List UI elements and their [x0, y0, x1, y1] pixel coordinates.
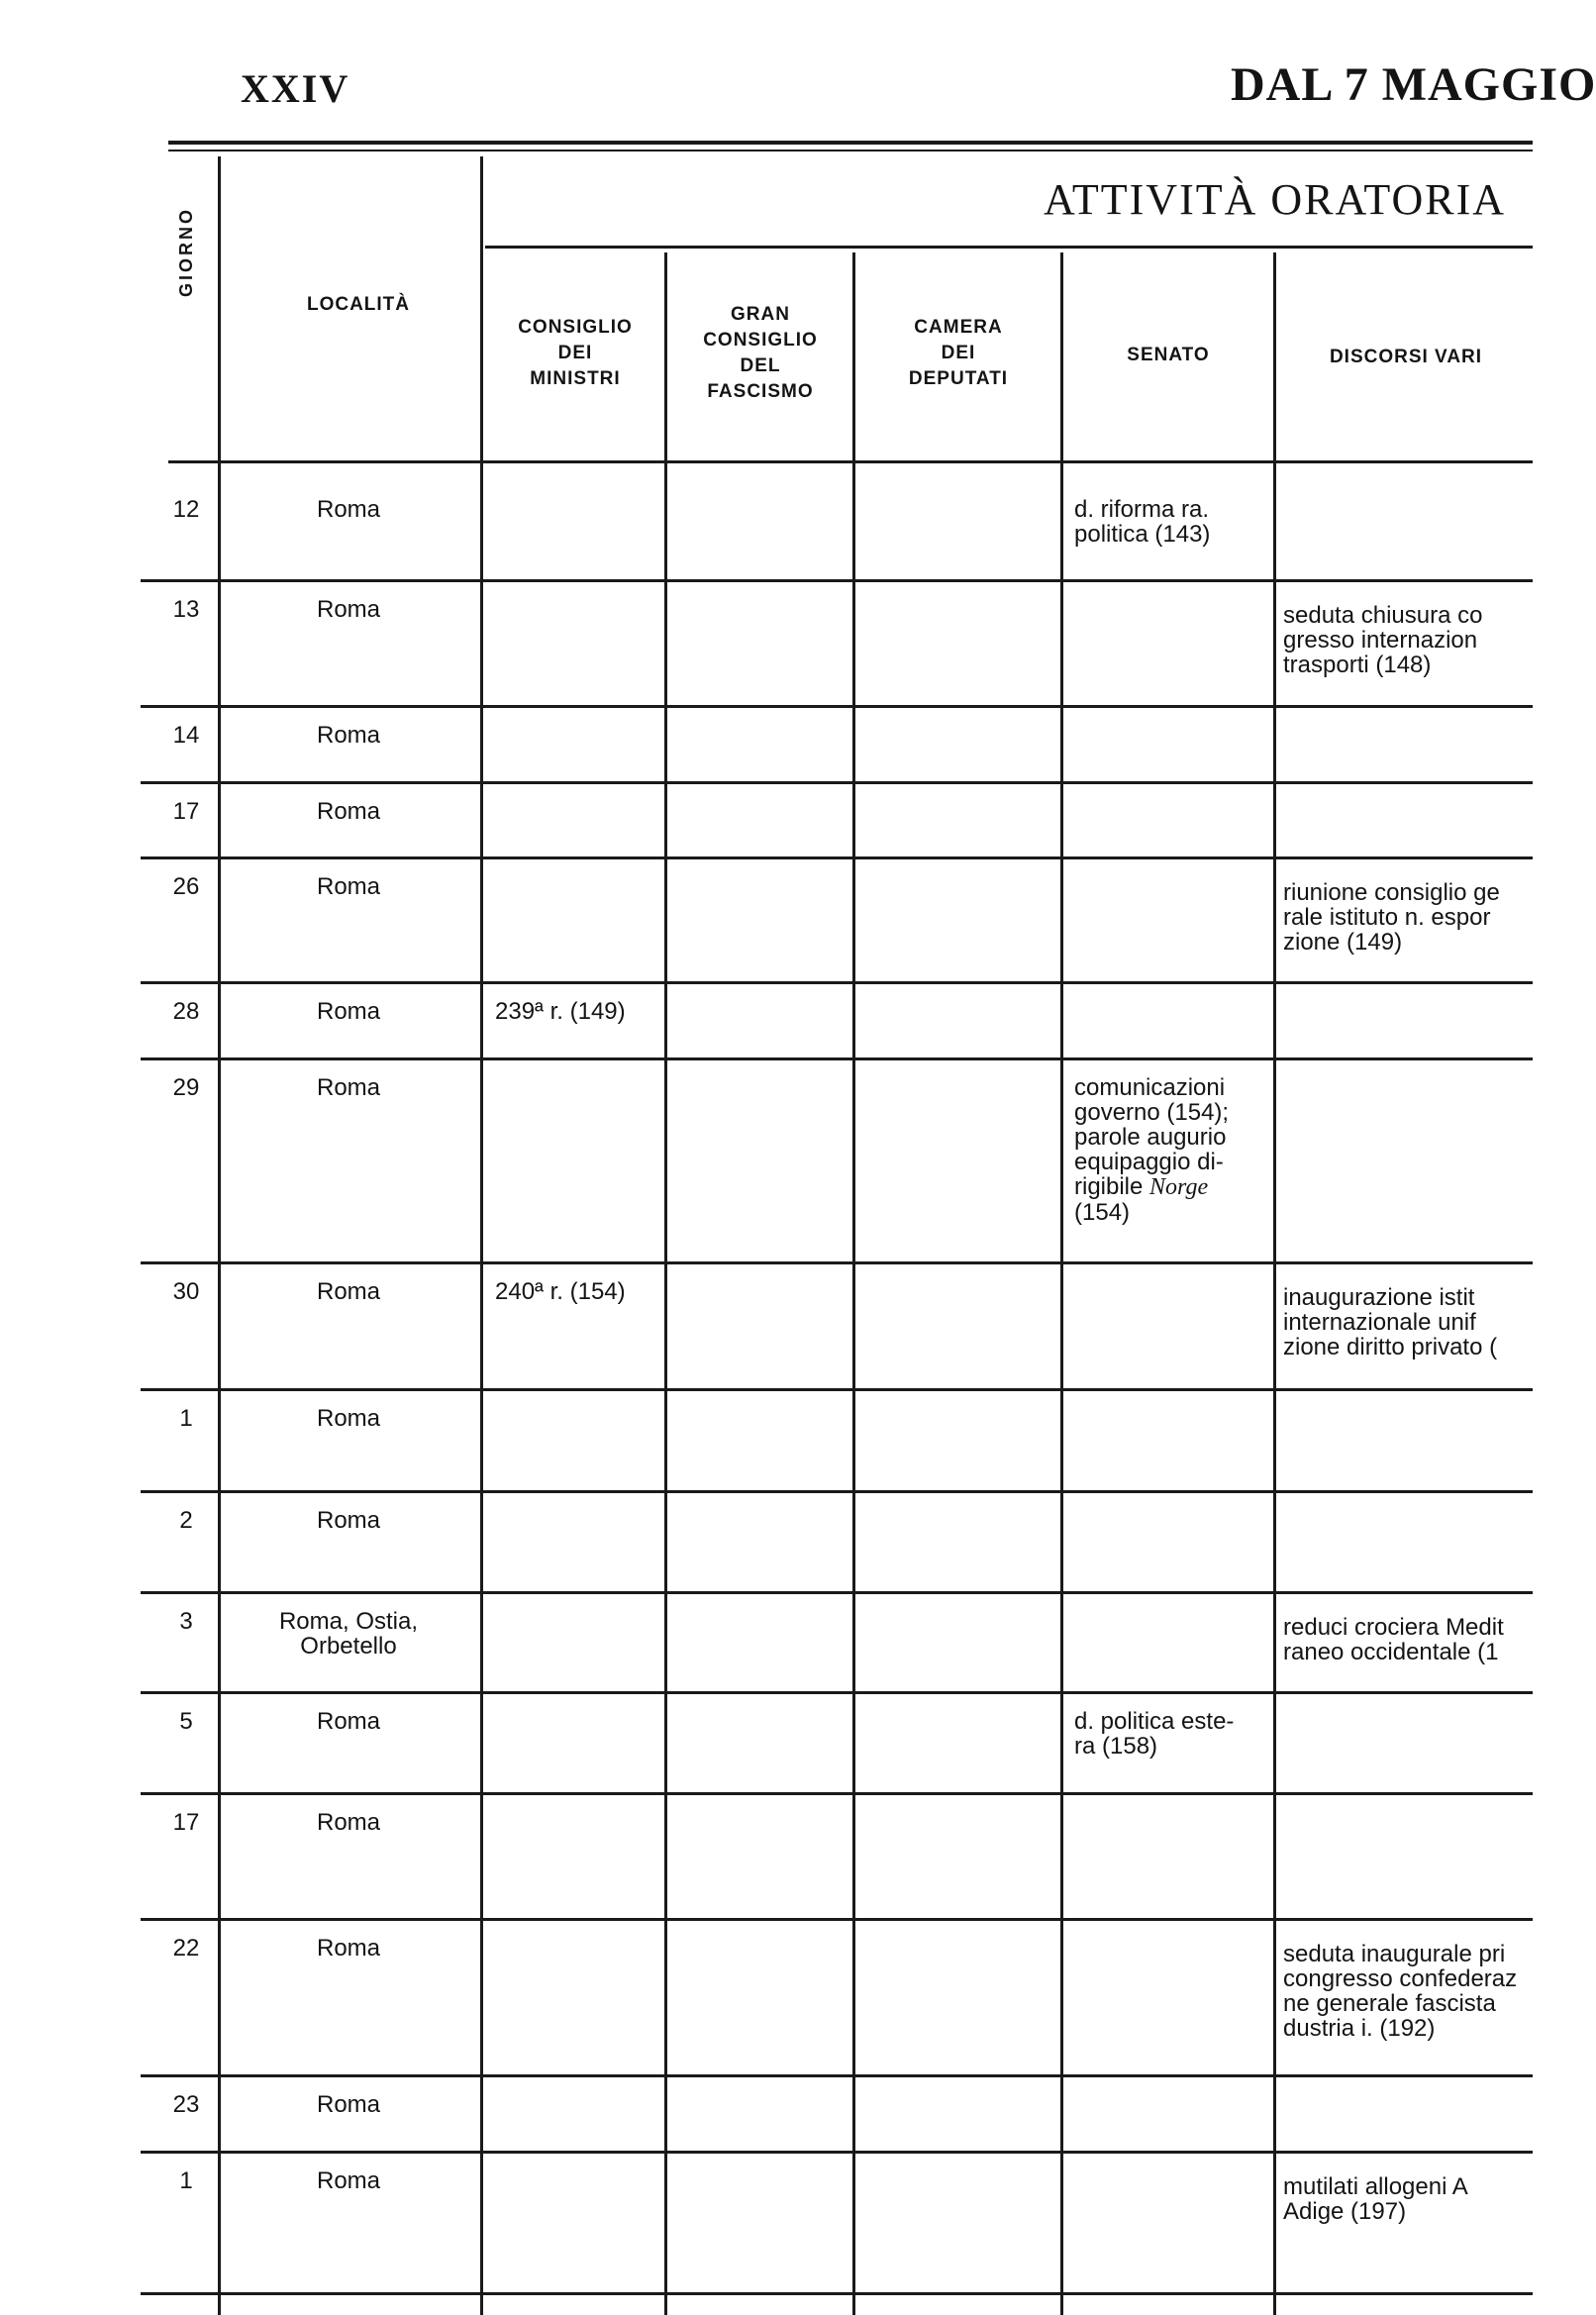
row-localita: Roma: [316, 1405, 381, 1432]
row-divider: [141, 856, 1533, 859]
row-senato: comunicazioni governo (154); parole augurio equipaggio di- rigibile Norge (154): [1074, 1074, 1230, 1226]
column-header-camera: CAMERA DEI DEPUTATI: [908, 317, 1009, 389]
row-day: 17: [172, 798, 200, 825]
row-localita: Roma: [316, 1708, 381, 1735]
page-number: XXIV: [241, 66, 350, 111]
row-divider: [141, 2151, 1533, 2154]
row-localita: Roma: [316, 2091, 381, 2118]
row-day: 12: [172, 496, 200, 523]
row-day: 26: [172, 873, 200, 900]
row-discorsi: mutilati allogeni A Adige (197): [1283, 2173, 1468, 2225]
row-day: 14: [172, 722, 200, 749]
row-day: 28: [172, 998, 200, 1025]
row-discorsi: seduta inaugurale pri congresso confederaz ne generale fascista dustria i. (192): [1283, 1941, 1518, 2042]
row-divider: [141, 1490, 1533, 1493]
row-divider: [141, 1261, 1533, 1264]
row-localita: Roma: [316, 2167, 381, 2194]
row-day: 23: [172, 2091, 200, 2118]
header-bottom-rule: [168, 460, 1533, 463]
row-consiglio: 239ª r. (149): [495, 998, 626, 1025]
row-divider: [141, 1918, 1533, 1921]
row-localita: Roma: [316, 722, 381, 749]
row-localita: Roma: [316, 873, 381, 900]
row-divider: [141, 1057, 1533, 1060]
row-divider: [141, 2292, 1533, 2295]
row-consiglio: 240ª r. (154): [495, 1278, 626, 1305]
column-header-discorsi: DISCORSI VARI: [1329, 347, 1483, 367]
row-senato: d. riforma ra. politica (143): [1074, 496, 1211, 548]
row-day: 30: [172, 1278, 200, 1305]
row-divider: [141, 579, 1533, 582]
row-discorsi: riunione consiglio ge rale istituto n. espor zione (149): [1283, 879, 1500, 956]
row-day: 13: [172, 596, 200, 623]
row-divider: [141, 1388, 1533, 1391]
row-divider: [141, 705, 1533, 708]
row-localita: Roma: [316, 1935, 381, 1962]
row-localita: Roma: [316, 998, 381, 1025]
column-header-giorno: GIORNO: [176, 206, 196, 297]
running-title: DAL 7 MAGGIO: [1231, 58, 1596, 111]
row-discorsi: reduci crociera Medit raneo occidentale (1: [1283, 1614, 1504, 1665]
row-localita: Roma: [316, 1809, 381, 1836]
row-localita: Roma, Ostia, Orbetello: [278, 1608, 419, 1660]
column-divider: [852, 252, 855, 2315]
header-rule-top: [168, 141, 1533, 145]
column-header-senato: SENATO: [1127, 345, 1210, 365]
row-divider: [141, 1792, 1533, 1795]
row-localita: Roma: [316, 596, 381, 623]
row-day: 2: [179, 1507, 193, 1534]
row-day: 1: [179, 2167, 193, 2194]
row-localita: Roma: [316, 1278, 381, 1305]
row-day: 3: [179, 1608, 193, 1635]
row-localita: Roma: [316, 1074, 381, 1101]
row-localita: Roma: [316, 1507, 381, 1534]
column-header-localita: LOCALITÀ: [306, 294, 411, 315]
column-divider: [1273, 252, 1276, 2315]
row-day: 29: [172, 1074, 200, 1101]
column-header-consiglio: CONSIGLIO DEI MINISTRI: [518, 317, 633, 389]
row-divider: [141, 2074, 1533, 2077]
row-divider: [141, 981, 1533, 984]
row-day: 5: [179, 1708, 193, 1735]
column-divider: [480, 156, 483, 2315]
row-day: 1: [179, 1405, 193, 1432]
column-divider: [218, 156, 221, 2315]
row-day: 17: [172, 1809, 200, 1836]
row-divider: [141, 781, 1533, 784]
section-title-rule: [485, 246, 1533, 249]
row-senato: d. politica este- ra (158): [1074, 1708, 1235, 1760]
row-localita: Roma: [316, 798, 381, 825]
row-divider: [141, 1691, 1533, 1694]
row-discorsi: seduta chiusura co gresso internazion trasporti (148): [1283, 602, 1483, 678]
row-localita: Roma: [316, 496, 381, 523]
column-divider: [1060, 252, 1063, 2315]
row-discorsi: inaugurazione istit internazionale unif zione diritto privato (: [1283, 1284, 1498, 1360]
section-title: ATTIVITÀ ORATORIA: [1044, 175, 1507, 224]
airship-name: Norge: [1149, 1174, 1209, 1200]
column-header-gran-consiglio: GRAN CONSIGLIO DEL FASCISMO: [703, 304, 818, 402]
row-day: 22: [172, 1935, 200, 1962]
row-divider: [141, 1591, 1533, 1594]
header-rule-bottom: [168, 150, 1533, 151]
